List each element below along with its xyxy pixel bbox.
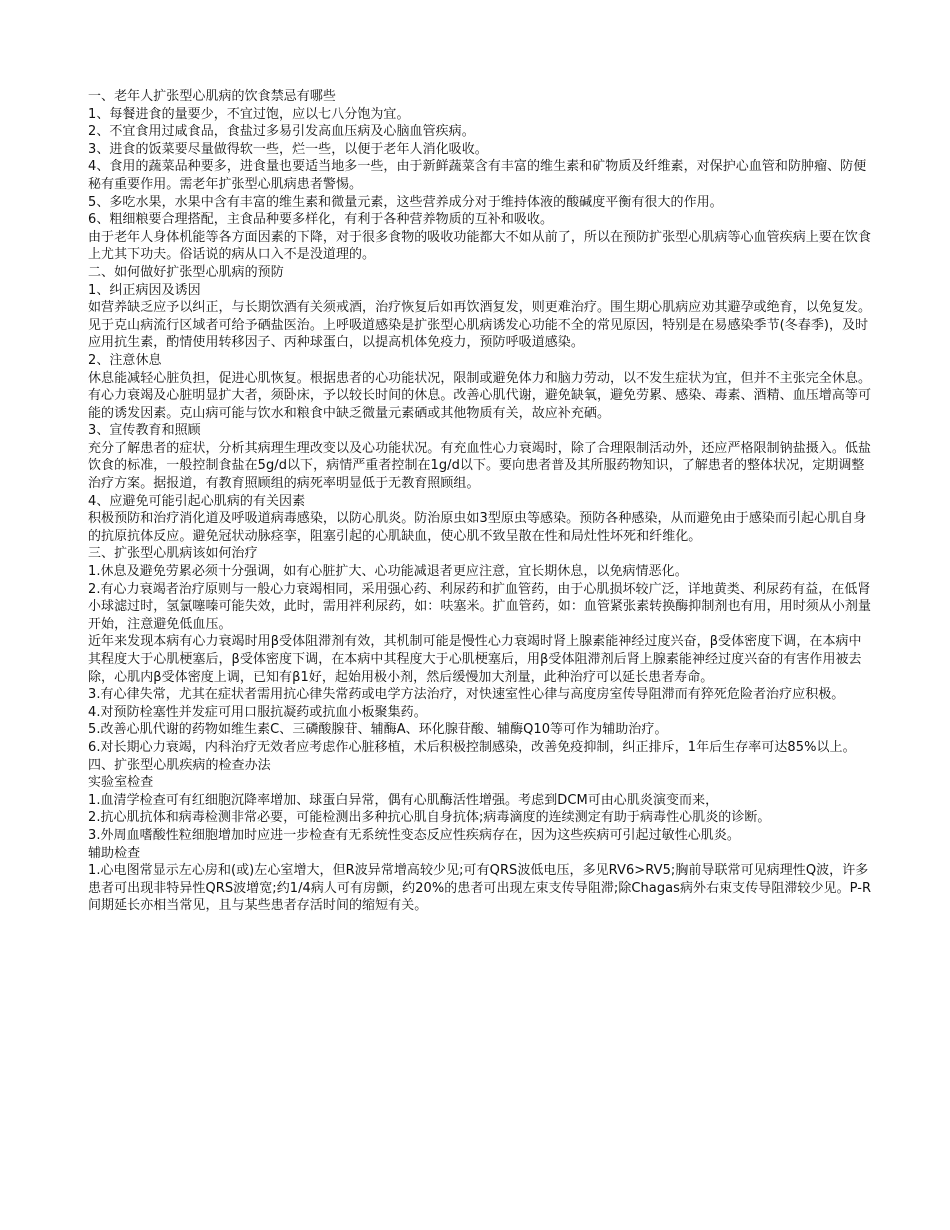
prevention-subheading-1: 1、纠正病因及诱因 xyxy=(88,282,201,298)
lab-test-item-2: 2.抗心肌抗体和病毒检测非常必要，可能检测出多种抗心肌自身抗体;病毒滴度的连续测定有助于病毒性心肌炎的诊断。 xyxy=(88,810,771,826)
treatment-item-1: 1.休息及避免劳累必须十分强调，如有心脏扩大、心功能减退者更应注意，宜长期休息，以免病情恶化。 xyxy=(88,564,688,580)
diet-summary-paragraph: 由于老年人身体机能等各方面因素的下降，对于很多食物的吸收功能都大不如从前了，所以在预防扩张型心肌病等心血管疾病上要在饮食上尤其下功夫。俗话说的病从口入不是没道理的。 xyxy=(88,229,872,263)
treatment-item-6: 6.对长期心力衰竭，内科治疗无效者应考虑作心脏移植，术后积极控制感染，改善免疫抑制，纠正排斥，1年后生存率可达85%以上。 xyxy=(88,739,856,755)
auxiliary-test-item-1: 1.心电图常显示左心房和(或)左心室增大，但R波异常增高较少见;可有QRS波低电压，多见RV6>RV5;胸前导联常可见病理性Q波，许多患者可出现非特异性QRS波增宽;约1/4病人可有房颤，约20%的患者可出现左束支传导阻滞;除Chagas病外右束支传导阻滞较少见。P-R间期延长亦相当常见，且与某些患者存活时间的缩短有关。 xyxy=(88,863,872,914)
prevention-paragraph-1: 如营养缺乏应予以纠正，与长期饮酒有关须戒酒，治疗恢复后如再饮酒复发，则更难治疗。围生期心肌病应劝其避孕或绝育，以免复发。见于克山病流行区域者可给予硒盐医治。上呼吸道感染是扩张型心肌病诱发心功能不全的常见原因，特别是在易感染季节(冬春季)，及时应用抗生素，酌情使用转移因子、丙种球蛋白，以提高机体免疫力，预防呼吸道感染。 xyxy=(88,300,872,351)
treatment-item-2: 2.有心力衰竭者治疗原则与一般心力衰竭相同，采用强心药、利尿药和扩血管药，由于心肌损坏较广泛，详地黄类、利尿药有益，在低肾小球滤过时，氢氯噻嗪可能失效，此时，需用袢利尿药，如：呋塞米。扩血管药，如：血管紧张素转换酶抑制剂也有用，用时须从小剂量开始，注意避免低血压。 xyxy=(88,581,872,632)
section-heading-treatment: 三、扩张型心肌病该如何治疗 xyxy=(88,546,258,562)
prevention-paragraph-2: 休息能减轻心脏负担，促进心肌恢复。根据患者的心功能状况，限制或避免体力和脑力劳动，以不发生症状为宜，但并不主张完全休息。有心力衰竭及心脏明显扩大者，须卧床，予以较长时间的休息。改善心肌代谢，避免缺氧，避免劳累、感染、毒素、酒精、血压增高等可能的诱发因素。克山病可能与饮水和粮食中缺乏微量元素硒或其他物质有关，故应补充硒。 xyxy=(88,370,872,421)
diet-item-4: 4、食用的蔬菜品种要多，进食量也要适当地多一些，由于新鲜蔬菜含有丰富的维生素和矿物质及纤维素，对保护心血管和防肿瘤、防便秘有重要作用。需老年扩张型心肌病患者警惕。 xyxy=(88,159,867,192)
treatment-item-5: 5.改善心肌代谢的药物如维生素C、三磷酸腺苷、辅酶A、环化腺苷酸、辅酶Q10等可作为辅助治疗。 xyxy=(88,722,668,738)
diet-item-1: 1、每餐进食的量要少，不宜过饱，应以七八分饱为宜。 xyxy=(88,106,410,122)
diet-item-6: 6、粗细粮要合理搭配，主食品种要多样化，有利于各种营养物质的互补和吸收。 xyxy=(88,212,554,228)
document-body xyxy=(88,88,874,915)
diet-item-3: 3、进食的饭菜要尽量做得软一些，烂一些，以便于老年人消化吸收。 xyxy=(88,141,488,157)
diet-item-5: 5、多吃水果，水果中含有丰富的维生素和微量元素，这些营养成分对于维持体液的酸碱度平衡有很大的作用。 xyxy=(88,194,723,210)
prevention-paragraph-4: 积极预防和治疗消化道及呼吸道病毒感染，以防心肌炎。防治原虫如3型原虫等感染。预防各种感染，从而避免由于感染而引起心肌自身的抗原抗体反应。避免冠状动脉痉挛，阻塞引起的心肌缺血，使心肌不致呈散在性和局灶性坏死和纤维化。 xyxy=(88,511,867,544)
prevention-subheading-2: 2、注意休息 xyxy=(88,352,162,368)
auxiliary-test-subheading: 辅助检查 xyxy=(88,845,141,861)
lab-test-item-3: 3.外周血嗜酸性粒细胞增加时应进一步检查有无系统性变态反应性疾病存在，因为这些疾病可引起过敏性心肌炎。 xyxy=(88,827,740,843)
prevention-subheading-3: 3、宣传教育和照顾 xyxy=(88,423,201,439)
lab-test-item-1: 1.血清学检查可有红细胞沉降率增加、球蛋白异常，偶有心肌酶活性增强。考虑到DCM可由心肌炎演变而来， xyxy=(88,792,719,808)
section-heading-prevention: 二、如何做好扩张型心肌病的预防 xyxy=(88,264,284,280)
section-heading-diet: 一、老年人扩张型心肌病的饮食禁忌有哪些 xyxy=(88,89,336,104)
section-heading-examination: 四、扩张型心肌疾病的检查办法 xyxy=(88,757,271,773)
treatment-beta-blocker-paragraph: 近年来发现本病有心力衰竭时用β受体阻滞剂有效，其机制可能是慢性心力衰竭时肾上腺素能神经过度兴奋，β受体密度下调，在本病中其程度大于心肌梗塞后，β受体密度下调，在本病中其程度大于心肌梗塞后，用β受体阻滞剂后肾上腺素能神经过度兴奋的有害作用被去除，心肌内β受体密度上调，已知有β1好，起始用极小剂，然后缓慢加大剂量，此种治疗可以延长患者寿命。 xyxy=(88,634,862,685)
treatment-item-3: 3.有心律失常，尤其在症状者需用抗心律失常药或电学方法治疗，对快速室性心律与高度房室传导阻滞而有猝死危险者治疗应积极。 xyxy=(88,687,845,703)
lab-test-subheading: 实验室检查 xyxy=(88,775,154,791)
diet-item-2: 2、不宜食用过咸食品，食盐过多易引发高血压病及心脑血管疾病。 xyxy=(88,124,475,140)
treatment-item-4: 4.对预防栓塞性并发症可用口服抗凝药或抗血小板聚集药。 xyxy=(88,704,427,720)
prevention-subheading-4: 4、应避免可能引起心肌病的有关因素 xyxy=(88,493,306,509)
prevention-paragraph-3: 充分了解患者的症状，分析其病理生理改变以及心功能状况。有充血性心力衰竭时，除了合理限制活动外，还应严格限制钠盐摄入。低盐饮食的标准，一般控制食盐在5g/d以下，病情严重者控制在1g/d以下。要向患者普及其所服药物知识，了解患者的整体状况，定期调整治疗方案。据报道，有教育照顾组的病死率明显低于无教育照顾组。 xyxy=(88,440,872,492)
